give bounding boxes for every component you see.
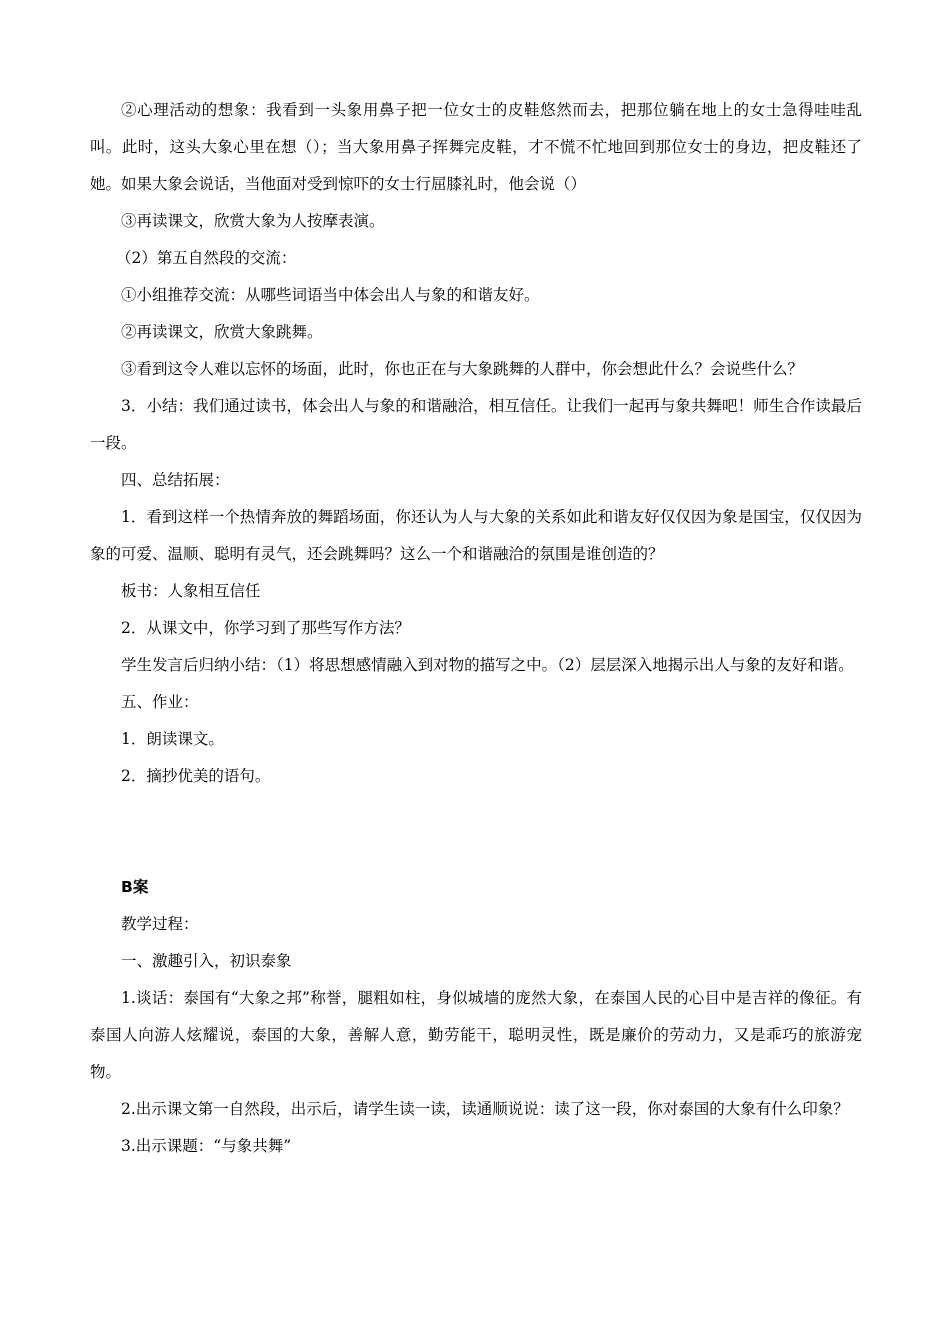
plan-b-heading: B案 — [121, 878, 149, 896]
paragraph: 2.出示课文第一自然段，出示后，请学生读一读，读通顺说说：读了这一段，你对泰国的大象有什么印象？ — [121, 1100, 849, 1118]
paragraph: 板书：人象相互信任 — [121, 582, 261, 600]
paragraph: （2）第五自然段的交流： — [116, 249, 297, 267]
paragraph: 3.出示课题：“与象共舞” — [121, 1137, 292, 1155]
paragraph: 教学过程： — [121, 915, 199, 933]
section-heading: 四、总结拓展： — [121, 471, 230, 489]
paragraph: 1．朗读课文。 — [121, 730, 224, 748]
document-page — [90, 92, 862, 1165]
paragraph: 1.谈话：泰国有“大象之邦”称誉，腿粗如柱，身似城墙的庞然大象，在泰国人民的心目中是吉祥的像征。有泰国人向游人炫耀说，泰国的大象，善解人意，勤劳能干，聪明灵性，既是廉价的劳动力，又是乖巧的旅游宠物。 — [90, 989, 862, 1081]
paragraph: 2．摘抄优美的语句。 — [121, 767, 271, 785]
paragraph: ③再读课文，欣赏大象为人按摩表演。 — [121, 212, 385, 230]
paragraph: 1．看到这样一个热情奔放的舞蹈场面，你还认为人与大象的关系如此和谐友好仅仅因为象是国宝，仅仅因为象的可爱、温顺、聪明有灵气，还会跳舞吗？这么一个和谐融洽的氛围是谁创造的？ — [90, 508, 862, 563]
paragraph: 学生发言后归纳小结：（1）将思想感情融入到对物的描写之中。（2）层层深入地揭示出人与象的友好和谐。 — [121, 656, 854, 674]
section-gap — [90, 795, 862, 869]
paragraph: 3．小结：我们通过读书，体会出人与象的和谐融洽，相互信任。让我们一起再与象共舞吧！师生合作读最后一段。 — [90, 397, 862, 452]
paragraph: ②再读课文，欣赏大象跳舞。 — [121, 323, 323, 341]
section-heading: 一、激趣引入，初识泰象 — [121, 952, 292, 970]
section-heading: 五、作业： — [121, 693, 199, 711]
paragraph: ②心理活动的想象：我看到一头象用鼻子把一位女士的皮鞋悠然而去，把那位躺在地上的女士急得哇哇乱叫。此时，这头大象心里在想（）；当大象用鼻子挥舞完皮鞋，才不慌不忙地回到那位女士的身边，把皮鞋还了她。如果大象会说话，当他面对受到惊吓的女士行屈膝礼时，他会说（） — [90, 101, 862, 193]
paragraph: ①小组推荐交流：从哪些词语当中体会出人与象的和谐友好。 — [121, 286, 540, 304]
paragraph: 2．从课文中，你学习到了那些写作方法？ — [121, 619, 410, 637]
paragraph: ③看到这令人难以忘怀的场面，此时，你也正在与大象跳舞的人群中，你会想此什么？会说些什么？ — [121, 360, 804, 378]
